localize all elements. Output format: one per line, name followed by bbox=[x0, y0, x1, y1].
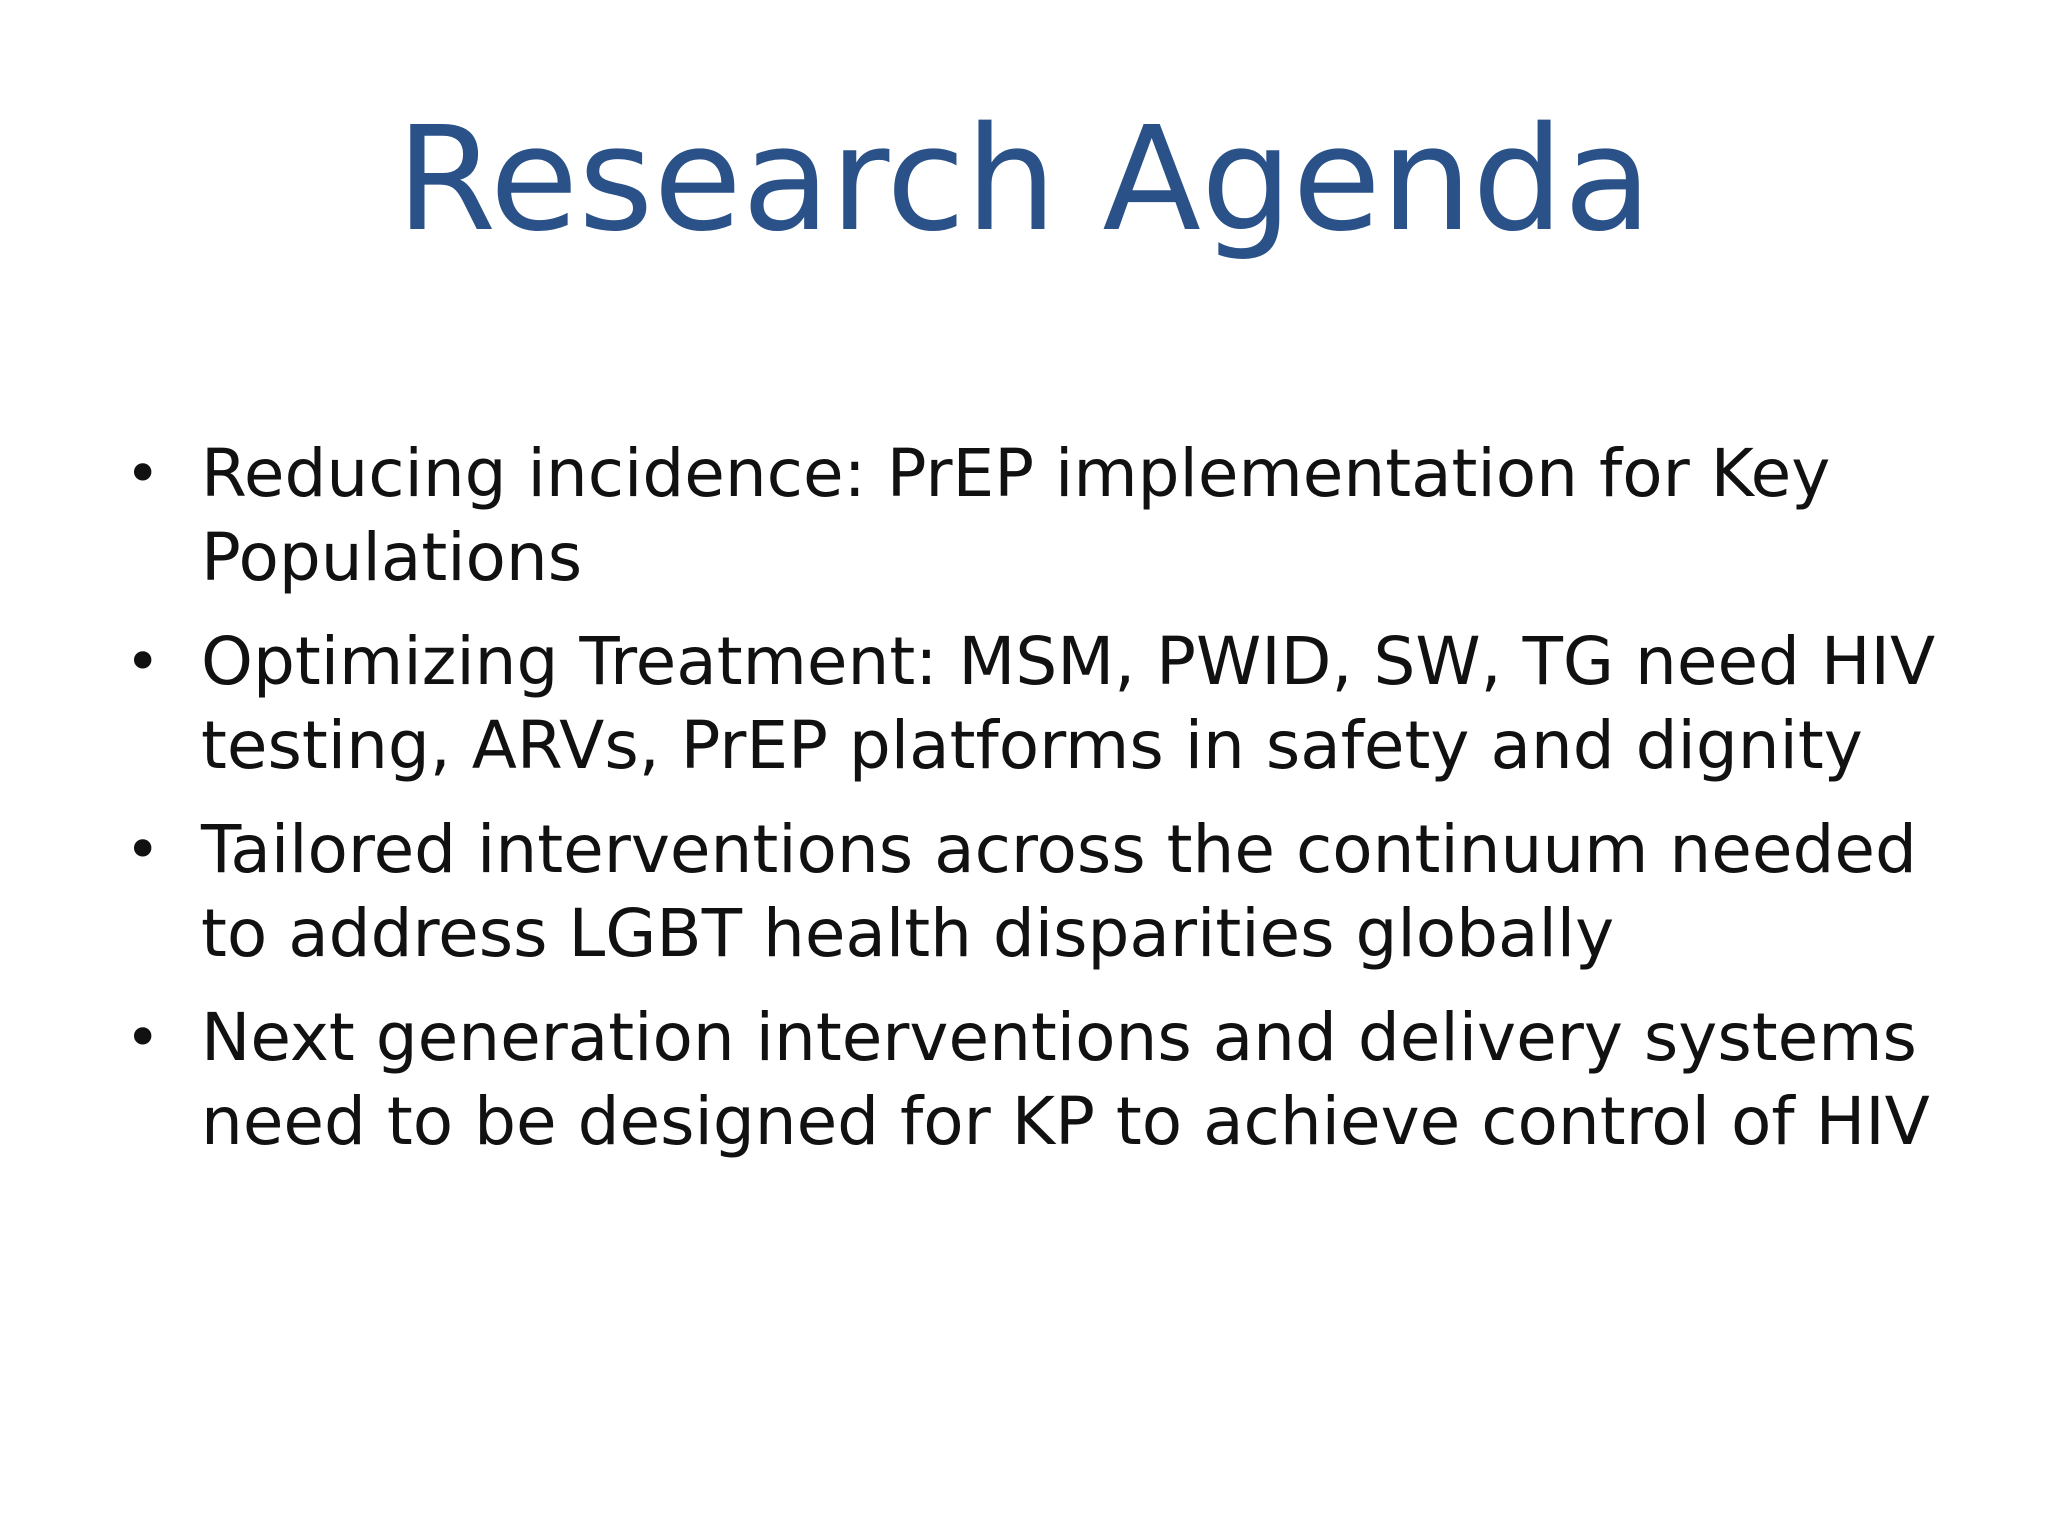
slide-title: Research Agenda bbox=[396, 95, 1652, 263]
bullet-item bbox=[115, 432, 1975, 600]
bullet-item bbox=[115, 996, 1975, 1164]
bullet-item bbox=[115, 620, 1975, 788]
bullet-text: Reducing incidence: PrEP implementation for Key Populations bbox=[201, 435, 1831, 596]
bullet-item bbox=[115, 808, 1975, 976]
bullet-text: Next generation interventions and delivery systems need to be designed for KP to achieve control of HIV bbox=[201, 999, 1930, 1160]
bullet-dot-icon: • bbox=[125, 627, 161, 697]
bullet-list bbox=[115, 432, 1975, 1184]
bullet-dot-icon: • bbox=[125, 1003, 161, 1073]
bullet-dot-icon: • bbox=[125, 439, 161, 509]
bullet-text: Optimizing Treatment: MSM, PWID, SW, TG need HIV testing, ARVs, PrEP platforms in safety and dignity bbox=[201, 623, 1936, 784]
bullet-dot-icon: • bbox=[125, 815, 161, 885]
bullet-text: Tailored interventions across the continuum needed to address LGBT health disparities globally bbox=[201, 811, 1917, 972]
